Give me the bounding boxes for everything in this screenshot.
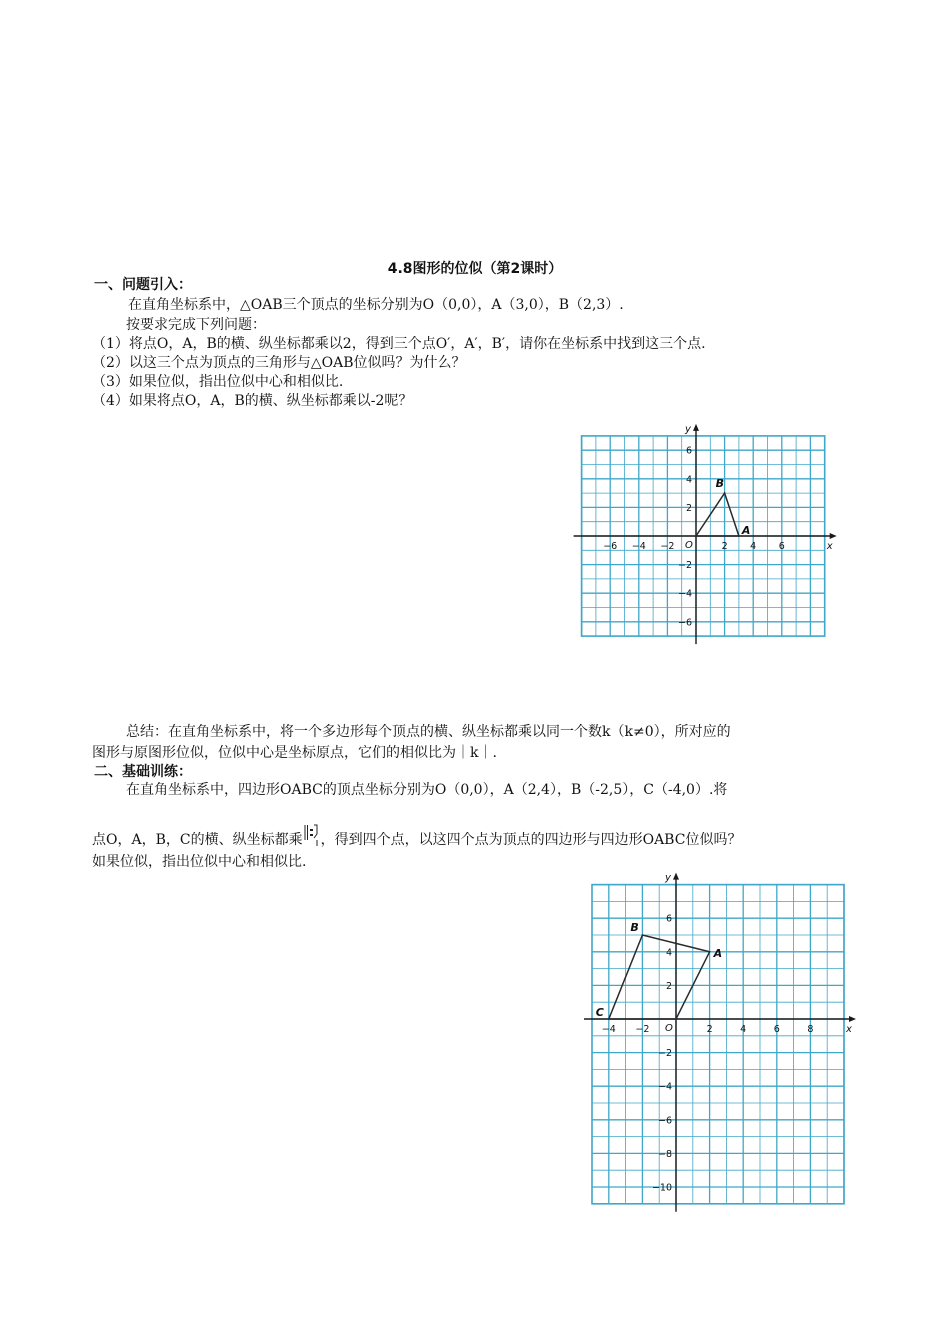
question-2: （2）以这三个点为顶点的三角形与△OAB位似吗？为什么？ [92, 355, 466, 371]
x-tick-label: 8 [807, 1024, 814, 1035]
y-tick-label: −4 [677, 588, 692, 600]
y-tick-label: 2 [685, 502, 692, 514]
summary-line-1: 总结：在直角坐标系中，将一个多边形每个顶点的横、纵坐标都乘以同一个数k（k≠0），所对应的 [126, 724, 731, 740]
y-axis-arrow-icon [673, 873, 679, 880]
x-tick-label: 4 [750, 541, 757, 552]
x-axis-arrow-icon [830, 533, 837, 539]
x-tick-label: −4 [601, 1024, 616, 1035]
x-tick-label: 2 [721, 541, 728, 552]
vertex-label-a: A [713, 946, 723, 960]
x-axis-label: x [826, 541, 833, 552]
x-tick-label: 6 [773, 1024, 780, 1035]
y-axis-label: y [685, 423, 691, 435]
x-tick-label: −2 [660, 541, 675, 552]
graph-1-coordinate-plane [582, 420, 842, 638]
question-3: （3）如果位似，指出位似中心和相似比. [92, 374, 344, 390]
question-4: （4）如果将点O，A，B的横、纵坐标都乘以-2呢？ [92, 393, 413, 409]
y-tick-label: −4 [657, 1081, 672, 1093]
polygon-shape [696, 493, 739, 536]
section2-line-2-start: 点O，A，B，C的横、纵坐标都乘 [92, 832, 303, 848]
section1-intro: 在直角坐标系中，△OAB三个顶点的坐标分别为O（0,0），A（3,0），B（2,3）. [128, 297, 624, 313]
page-title: 4.8图形的位似（第2课时） [387, 261, 563, 277]
origin-label: O [665, 1023, 673, 1034]
section2-line-2-end: ，得到四个点，以这四个点为顶点的四边形与四边形OABC位似吗？ [320, 832, 742, 848]
x-tick-label: 6 [778, 541, 785, 552]
y-tick-label: −6 [677, 617, 692, 629]
y-tick-label: −10 [651, 1182, 672, 1194]
y-tick-label: −8 [657, 1148, 672, 1160]
x-tick-label: −2 [635, 1024, 650, 1035]
y-tick-label: −6 [657, 1115, 672, 1127]
origin-label: O [685, 540, 693, 551]
vertex-label-a: A [741, 524, 751, 537]
y-tick-label: 6 [685, 445, 692, 457]
x-tick-label: −6 [603, 541, 618, 552]
section2-line-2 [92, 830, 741, 851]
x-axis-label: x [846, 1024, 852, 1035]
section2-line-3: 如果位似，指出位似中心和相似比. [92, 854, 307, 870]
section1-heading: 一、问题引入： [94, 277, 192, 293]
x-axis-arrow-icon [849, 1016, 856, 1022]
y-tick-label: 4 [685, 474, 692, 486]
vertex-label-b: B [715, 477, 724, 491]
vertex-label-b: B [630, 921, 639, 934]
x-tick-label: 2 [706, 1024, 713, 1035]
x-tick-label: 4 [740, 1024, 747, 1035]
section2-heading: 二、基础训练： [94, 764, 192, 780]
graph-2-coordinate-plane [589, 872, 852, 1208]
y-tick-label: 4 [665, 947, 672, 959]
y-axis-arrow-icon [693, 424, 699, 431]
multiplier-image-icon [303, 822, 321, 848]
y-tick-label: −2 [657, 1048, 672, 1060]
y-tick-label: 6 [665, 913, 672, 925]
y-axis-label: y [665, 872, 671, 884]
x-tick-label: −4 [631, 541, 646, 552]
vertex-label-c: C [595, 1006, 604, 1019]
section2-intro: 在直角坐标系中，四边形OABC的顶点坐标分别为O（0,0），A（2,4），B（-2,5），C（-4,0）.将 [126, 782, 728, 798]
y-tick-label: 2 [665, 980, 672, 992]
question-1: （1）将点O，A，B的横、纵坐标都乘以2，得到三个点O′，A′，B′，请你在坐标系中找到这三个点. [92, 336, 706, 352]
section1-instruction: 按要求完成下列问题： [126, 317, 266, 333]
y-tick-label: −2 [677, 560, 692, 572]
summary-line-2: 图形与原图形位似，位似中心是坐标原点，它们的相似比为｜k｜. [92, 745, 497, 761]
